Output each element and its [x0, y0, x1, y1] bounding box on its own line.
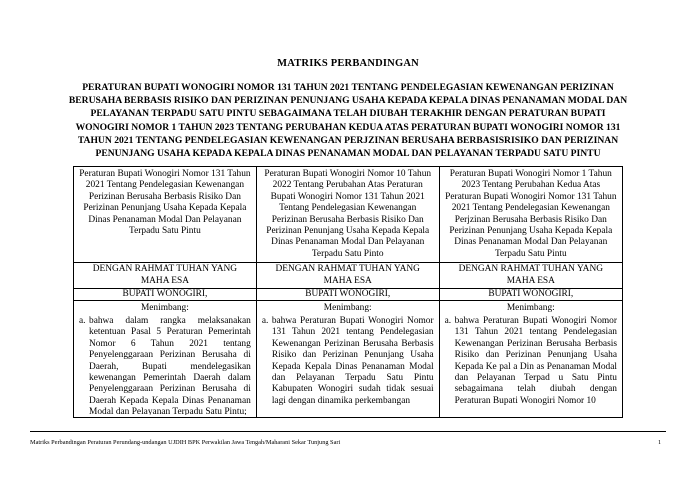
item-text: bahwa Peraturan Bupati Wonogiri Nomor 131 Tahun 2021 tentang Pendelegasian Kewenangan Perizinan Berusaha Berbasis Risiko dan Perizinan Penunjang Usaha Kepada Kepala Dinas Penanaman Modal dan Pelayanan Terpadu Satu Pintu Kabupaten Wonogiri sudah tidak sesuai lagi dengan dinamika perkembangan	[271, 315, 434, 406]
menimbang-content	[262, 303, 434, 415]
table-row	[74, 263, 623, 289]
item-label: a.	[79, 315, 86, 326]
list-item	[79, 316, 251, 416]
menimbang-cell	[439, 301, 622, 418]
list-item	[262, 316, 434, 407]
item-label: a.	[261, 315, 269, 326]
rahmat-text: DENGAN RAHMAT TUHAN YANG MAHA ESA	[74, 263, 257, 289]
comparison-table	[73, 166, 623, 418]
list-item	[445, 316, 617, 407]
rahmat-text: DENGAN RAHMAT TUHAN YANG MAHA ESA	[256, 263, 439, 289]
menimbang-content	[445, 303, 617, 415]
item-text: bahwa dalam rangka melaksanakan ketentuan Pasal 5 Peraturan Pemerintah Nomor 6 Tahun 2021 tentang Penyelenggaraan Perizinan Berusaha di Daerah, Bupati mendelegasikan kewenangan Pemerintah Daerah dalam Penyelenggaraan Perizinan Berusaha di Daerah Kepada Kepala Dinas Penanaman Modal dan Pelayanan Terpadu Satu Pintu;	[89, 315, 251, 416]
menimbang-cell	[256, 301, 439, 418]
bupati-text: BUPATI WONOGIRI,	[439, 289, 622, 301]
table-row	[74, 301, 623, 418]
page-number: 1	[658, 439, 662, 446]
item-label: a.	[444, 315, 452, 326]
column-header-perbup-1-2023: Peraturan Bupati Wonogiri Nomor 1 Tahun 2023 Tentang Perubahan Kedua Atas Peraturan Bupati Wonogiri Nomor 131 Tahun 2021 Tentang Pendelegasian Kewenangan Perjzinan Berusaha Berbasis Risiko Dan Perizinan Penunjang Usaha Kepada Kepala Dinas Penanaman Modal Dan Pelayanan Terpadu Satu Pintu	[439, 167, 622, 263]
document-heading: PERATURAN BUPATI WONOGIRI NOMOR 131 TAHUN 2021 TENTANG PENDELEGASIAN KEWENANGAN PERIZINAN BERUSAHA BERBASIS RISIKO DAN PERIZINAN PENUNJANG USAHA KEPADA KEPALA DINAS PENANAMAN MODAL DAN PELAYANAN TERPADU SATU PINTU SEBAGAIMANA TELAH DIUBAH TERAKHIR DENGAN PERATURAN BUPATI WONOGIRI NOMOR 1 TAHUN 2023 TENTANG PERUBAHAN KEDUA ATAS PERATURAN BUPATI WONOGIRI NOMOR 131 TAHUN 2021 TENTANG PENDELEGASIAN KEWENANGAN PERJZINAN BERUSAHA BERBASISRISIKO DAN PERIZINAN PENUNJANG USAHA KEPADA KEPALA DINAS PENANAMAN MODAL DAN PELAYANAN TERPADU SATU PINTU	[68, 82, 628, 160]
table-row	[74, 289, 623, 301]
menimbang-label: Menimbang:	[323, 303, 372, 314]
menimbang-content	[79, 303, 251, 415]
footer-divider	[30, 431, 666, 432]
menimbang-label: Menimbang:	[140, 303, 189, 314]
item-text: bahwa Peraturan Bupati Wonogiri Nomor 131 Tahun 2021 tentang Pendelegasian Kewenangan Perizinan Berusaha Berbasis Risiko dan Perizinan Penunjang Usaha Kepada Ke pal a Din as Penanaman Modal dan Pelayanan Terpad u Satu Pintu sebagaimana telah diubah dengan Peraturan Bupati Wonogiri Nomor 10	[454, 315, 617, 406]
column-header-perbup-10-2022: Peraturan Bupati Wonogiri Nomor 10 Tahun 2022 Tentang Perubahan Atas Peraturan Bupati Wonogiri Nomor 131 Tahun 2021 Tentang Pendelegasian Kewenangan Perizinan Berusaha Berbasis Risiko Dan Perizinan Penunjang Usaha Kepada Kepala Dinas Penanaman Modal Dan Pelayanan Terpadu Satu Pinto	[256, 167, 439, 263]
bupati-text: BUPATI WONOGIRI,	[74, 289, 257, 301]
footer-text: Matriks Perbandingan Peraturan Perundang-undangan UJDIH BPK Perwakilan Jawa Tengah/Maharani Sekar Tunjung Sari	[30, 439, 341, 446]
table-header-row	[74, 167, 623, 263]
page-title: MATRIKS PERBANDINGAN	[277, 58, 419, 69]
menimbang-label: Menimbang:	[506, 303, 555, 314]
column-header-perbup-131-2021: Peraturan Bupati Wonogiri Nomor 131 Tahun 2021 Tentang Pendelegasian Kewenangan Perizinan Berusaha Berbasis Risiko Dan Perizinan Penunjang Usaha Kepada Kepala Dinas Penanaman Modal Dan Pelayanan Terpadu Satu Pintu	[74, 167, 257, 263]
menimbang-cell	[74, 301, 257, 418]
bupati-text: BUPATI WONOGIRI,	[256, 289, 439, 301]
rahmat-text: DENGAN RAHMAT TUHAN YANG MAHA ESA	[439, 263, 622, 289]
